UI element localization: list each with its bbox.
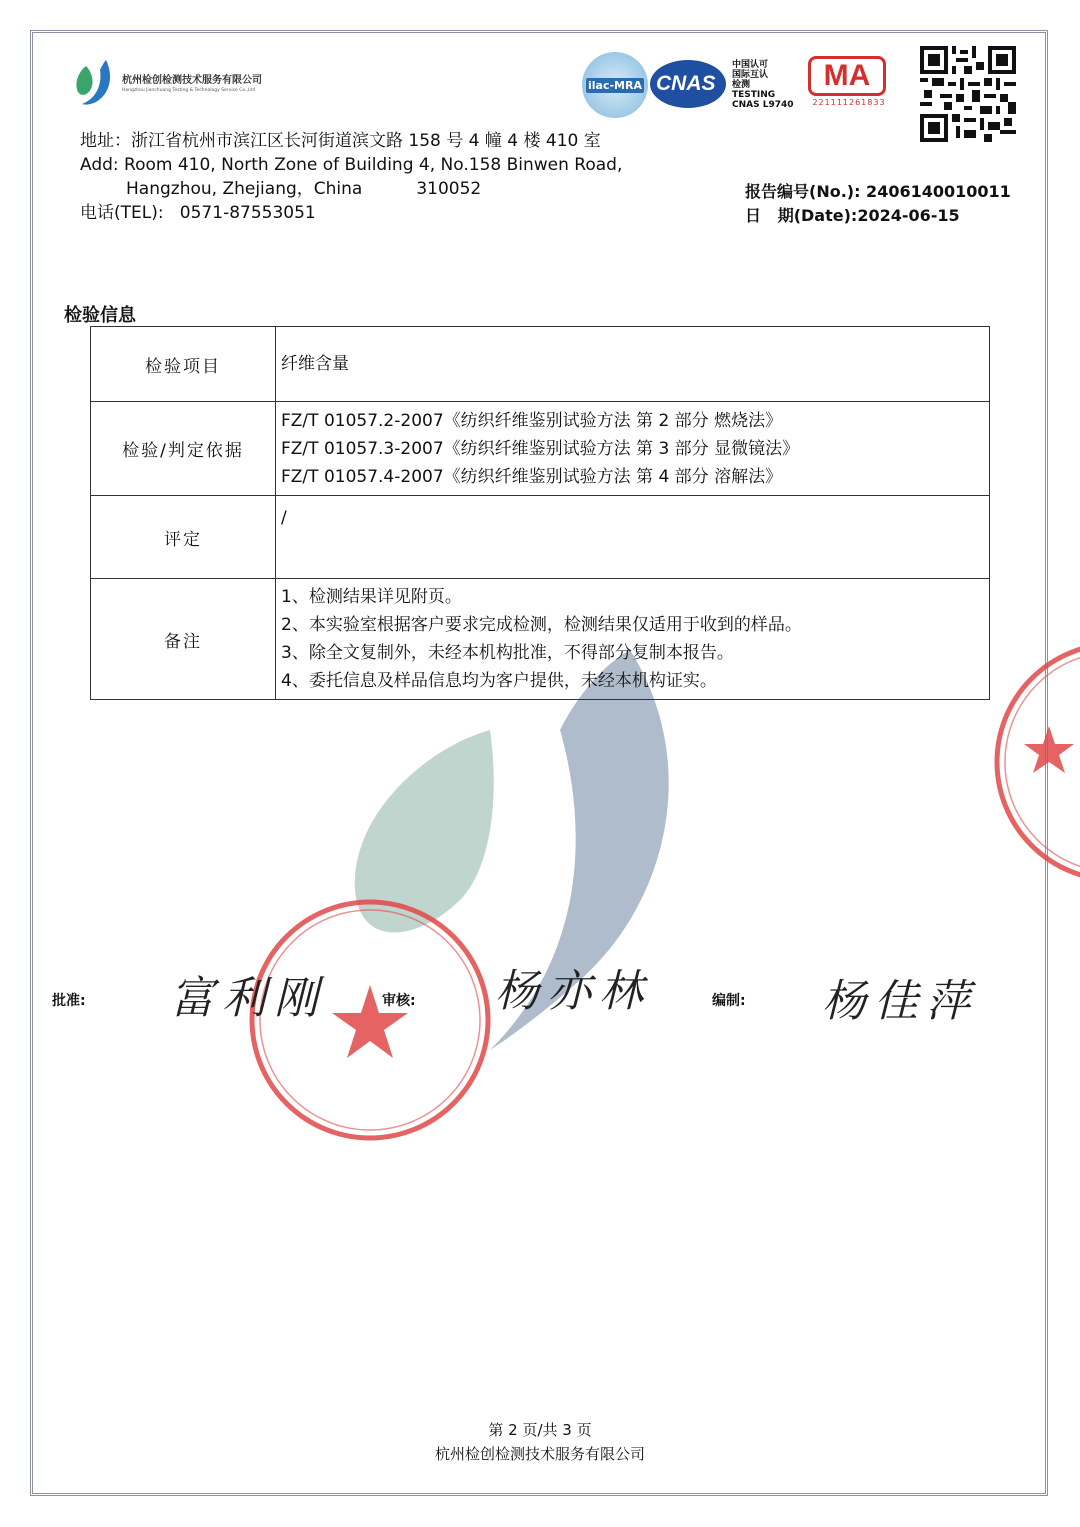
compile-label: 编制:	[712, 993, 746, 1009]
cnas-badge	[650, 60, 728, 110]
compile-signature: 杨佳萍	[822, 976, 978, 1027]
ma-number: 221111261833	[812, 98, 886, 107]
value-line: FZ/T 01057.2-2007《纺织纤维鉴别试验方法 第 2 部分 燃烧法》	[281, 410, 783, 431]
cnas-info-line: 国际互认	[732, 70, 769, 80]
edge-seal-stamp	[993, 640, 1080, 885]
table-row	[91, 496, 990, 579]
ma-text: MA	[808, 56, 886, 96]
row-label: 备注	[91, 579, 276, 700]
logo-company-en: Hangzhou Jianchuang Testing & Technology Service Co.,Ltd	[122, 88, 256, 93]
table-row	[91, 579, 990, 700]
address-en-1: Add: Room 410, North Zone of Building 4, No.158 Binwen Road,	[80, 155, 623, 175]
cnas-text: CNAS	[656, 72, 716, 95]
row-label: 评定	[91, 496, 276, 579]
value-line: 纤维含量	[281, 354, 349, 374]
value-line: FZ/T 01057.3-2007《纺织纤维鉴别试验方法 第 3 部分 显微镜法》	[281, 438, 800, 459]
review-label: 审核:	[382, 993, 416, 1009]
cnas-info	[732, 60, 794, 110]
qr-code-icon	[920, 46, 1016, 142]
row-label: 检验/判定依据	[91, 402, 276, 496]
logo-icon	[72, 58, 116, 106]
report-number: 报告编号(No.): 2406140010011	[745, 182, 1011, 201]
row-value	[276, 327, 990, 402]
value-line: 2、本实验室根据客户要求完成检测，检测结果仅适用于收到的样品。	[281, 615, 802, 635]
row-value	[276, 579, 990, 700]
report-date: 日 期(Date):2024-06-15	[745, 206, 960, 225]
value-line: FZ/T 01057.4-2007《纺织纤维鉴别试验方法 第 4 部分 溶解法》	[281, 466, 783, 487]
page-number: 第 2 页/共 3 页	[488, 1421, 592, 1439]
address-cn: 地址：浙江省杭州市滨江区长河街道滨文路 158 号 4 幢 4 楼 410 室	[80, 131, 601, 151]
row-value	[276, 496, 990, 579]
inspection-info-table	[90, 326, 990, 700]
section-title: 检验信息	[64, 305, 136, 326]
approve-label: 批准:	[52, 993, 86, 1009]
table-row	[91, 327, 990, 402]
value-line: 1、检测结果详见附页。	[281, 587, 462, 607]
cnas-info-line: 中国认可	[732, 60, 769, 70]
review-signature: 杨亦林	[495, 966, 651, 1017]
value-line: 4、委托信息及样品信息均为客户提供，未经本机构证实。	[281, 671, 717, 691]
footer-company: 杭州检创检测技术服务有限公司	[434, 1445, 645, 1463]
address-en-2: Hangzhou, Zhejiang，China 310052	[126, 179, 482, 199]
cnas-info-line: 检测	[732, 80, 751, 90]
ilac-text: ilac-MRA	[588, 78, 642, 92]
value-line: /	[281, 508, 287, 528]
cnas-info-line: CNAS L9740	[732, 100, 794, 110]
company-logo	[72, 58, 262, 106]
ilac-mra-badge	[582, 52, 648, 118]
table-row	[91, 402, 990, 496]
value-line: 3、除全文复制外，未经本机构批准，不得部分复制本报告。	[281, 643, 734, 663]
cma-badge	[808, 56, 890, 107]
accreditation-badges	[582, 52, 794, 118]
cnas-info-line: TESTING	[732, 90, 776, 100]
row-label: 检验项目	[91, 327, 276, 402]
approve-signature: 富利刚	[170, 973, 326, 1024]
telephone: 电话(TEL): 0571-87553051	[80, 203, 316, 223]
logo-company-cn: 杭州检创检测技术服务有限公司	[122, 75, 262, 86]
row-value	[276, 402, 990, 496]
